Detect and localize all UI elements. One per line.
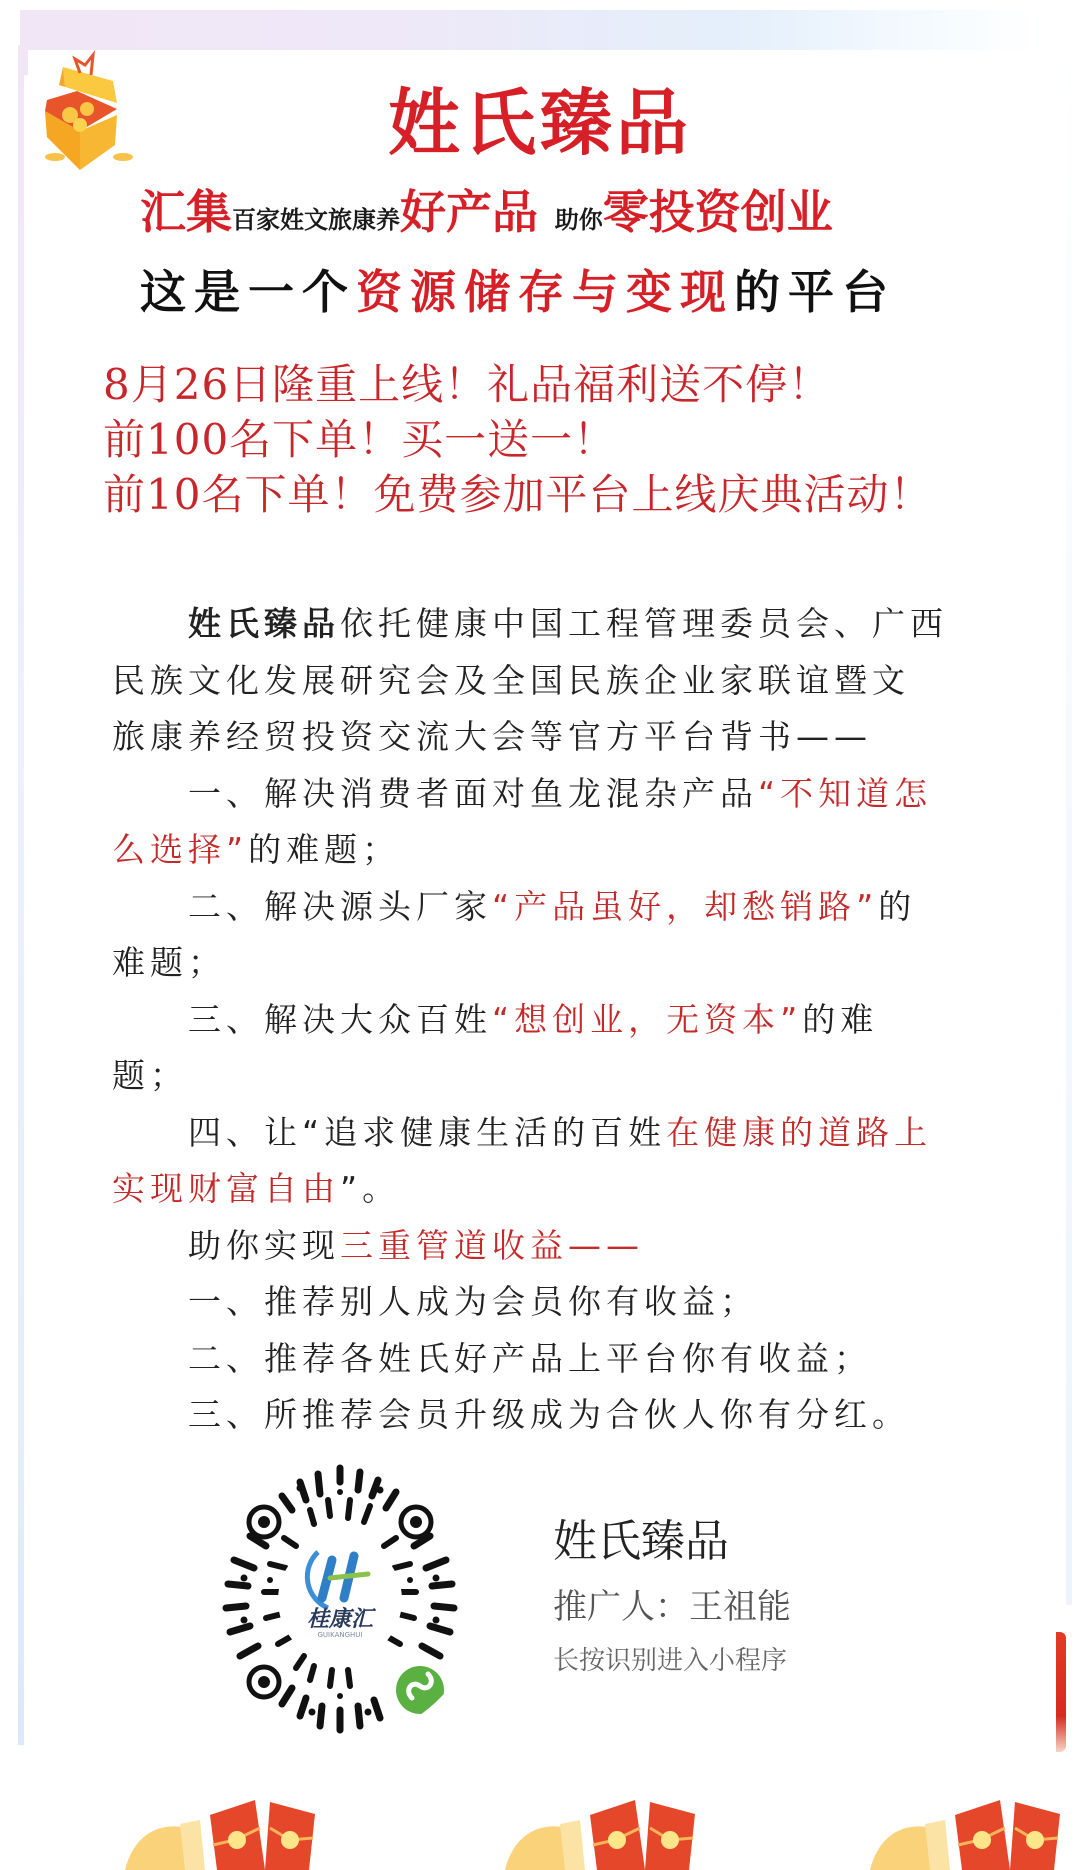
mini-program-qr-code[interactable] [200,1460,480,1740]
point-text: 四、让“追求健康生活的百姓 [188,1112,667,1152]
promo-line-launch: 8月26日隆重上线！礼品福利送不停！ [103,360,832,409]
promoter-label: 推广人：王祖能 [553,1587,791,1627]
intro-line: 民族文化发展研究会及全国民族企业家联谊暨文 [112,660,910,700]
page-title: 姓氏臻品 [387,81,692,165]
point-2 [112,879,1012,936]
point-1-cont [112,822,1012,879]
mini-program-name: 姓氏臻品 [553,1516,729,1567]
point-text: 一、解决消费者面对鱼龙混杂产品 [188,773,758,813]
right-border-band [1066,45,1072,1605]
income-heading [112,1218,1012,1275]
point-highlight: 在健康的道路上 [666,1112,933,1152]
slogan [140,262,896,322]
income-text: 助你实现 [188,1225,340,1265]
promo-line-celebration: 前10名下单！免费参加平台上线庆典活动！ [103,470,933,519]
income-highlight: 三重管道收益—— [340,1225,644,1265]
point-text: ”。 [340,1169,401,1208]
intro-text: 依托健康中国工程管理委员会、广西 [340,604,948,643]
slogan-highlight: 资源储存与变现 [356,265,734,319]
red-envelope-icon [505,1800,725,1870]
point-highlight: 实现财富自由 [112,1169,340,1208]
point-4 [112,1105,1012,1162]
red-envelope-icon [125,1800,345,1870]
point-3-cont: 题； [112,1056,188,1095]
point-text: 二、解决源头厂家 [188,886,492,926]
point-highlight: “不知道怎 [758,773,933,813]
tagline-part: 零投资创业 [602,185,833,239]
left-border-band [18,45,24,1745]
scan-hint: 长按识别进入小程序 [553,1646,788,1676]
slogan-prefix: 这是一个 [140,265,356,319]
point-text: 三、解决大众百姓 [188,999,492,1039]
promo-line-buy-one-get-one: 前100名下单！买一送一！ [103,415,617,464]
tagline-part: 汇集 [140,185,232,239]
income-item: 二、推荐各姓氏好产品上平台你有收益； [188,1338,872,1378]
intro-line: 旅康养经贸投资交流大会等官方平台背书—— [112,717,872,756]
point-highlight: “产品虽好，却愁销路” [492,886,879,926]
point-text: 的难题； [248,830,401,869]
income-item: 三、所推荐会员升级成为合伙人你有分红。 [188,1395,910,1434]
point-4-cont [112,1161,1012,1218]
tagline-part: 好产品 [400,185,538,239]
red-envelope-icon [870,1800,1080,1870]
red-ribbon-decoration [1056,1632,1066,1752]
point-text: 的 [878,886,917,926]
point-2-cont: 难题； [112,943,226,982]
point-highlight: “想创业，无资本” [492,999,803,1039]
tagline [140,182,833,253]
income-item: 一、推荐别人成为会员你有收益； [188,1282,758,1321]
point-1 [112,766,1012,823]
point-highlight: 么选择” [112,830,249,869]
tagline-part: 助你 [538,206,603,234]
qr-logo-cn: 桂康汇 [306,1607,374,1632]
point-text: 的难 [802,999,879,1039]
qr-logo-en: GUIKANGHUI [317,1631,363,1639]
point-3 [112,992,1012,1049]
brand-name: 姓氏臻品 [188,604,340,643]
intro-line [112,596,1012,653]
body-paragraphs [112,596,1012,1444]
tagline-part: 百家姓文旅康养 [232,206,400,234]
slogan-suffix: 的平台 [734,265,896,319]
